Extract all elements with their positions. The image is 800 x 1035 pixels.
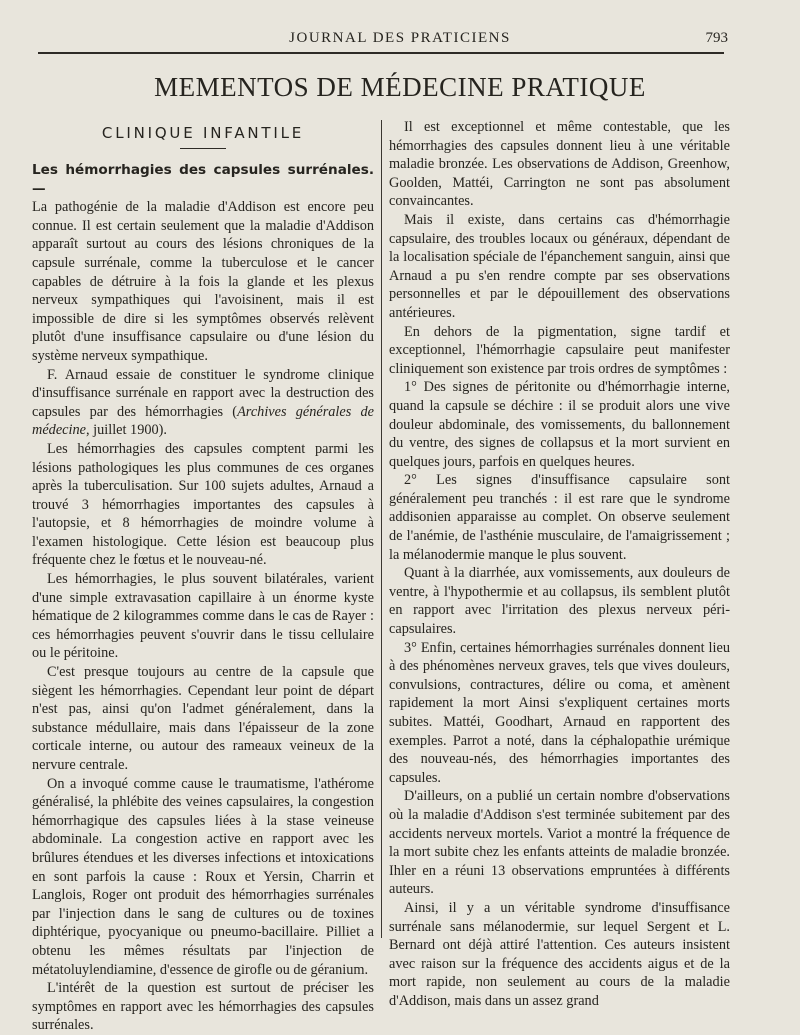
paragraph: 2° Les signes d'insuffisance capsulaire sont généralement peu tranchés : il est rare que le syndrome addisonien apparaisse au complet. On observe seulement de l'anémie, de l'asthénie musculaire, de l'amaigrissement ; la mélanodermie manque le plus souvent. [389,472,730,563]
left-column [32,118,374,1035]
header-rule [38,52,724,54]
journal-citation: Archives générales de médecine [32,403,374,439]
paragraph: Ainsi, il y a un véritable syndrome d'insuffisance surrénale sans mélanodermie, sur lequel Sergent et L. Bernard ont déjà attiré l'attention. Ces auteurs insistent avec raison sur la fréquence des accidents aigus et de la mort rapide, non seulement au cours de la maladie d'Addison, mais dans un assez grand [389,899,730,1009]
running-header [0,28,800,50]
paragraph [32,366,374,440]
page-number: 793 [705,30,728,46]
main-title: MEMENTOS DE MÉDECINE PRATIQUE [154,72,646,102]
paragraph: On a invoqué comme cause le traumatisme, l'athérome généralisé, la phlébite des veines capsulaires, la congestion hémorrhagique des capsules liées à la stase veineuse abdominale. La congestion active en rapport avec les brûlures étendues et les diverses infections et intoxications en sont parfois la cause : Roux et Yersin, Charrin et Langlois, Roger ont produit des hémorrhagies surrénales par l'injection dans le sang de cultures ou de toxines diphtérique, pyocyanique ou pneumo-bacillaire. Pilliet a obtenu les mêmes résultats par l'injection de métatoluylendiamine, d'essence de girofle ou de géranium. [32,775,374,978]
paragraph: L'intérêt de la question est surtout de préciser les symptômes en rapport avec les hémorrhagies des capsules surrénales. [32,980,374,1034]
paragraph: Mais il existe, dans certains cas d'hémorrhagie capsulaire, des troubles locaux ou généraux, dépendant de la localisation spéciale de l'épanchement sanguin, ainsi que Arnaud a pu s'en rendre compte par ses observations personnelles et par le dépouillement des observations antérieures. [389,211,730,321]
paragraph: Les hémorrhagies, le plus souvent bilatérales, varient d'une simple extravasation capillaire à un énorme kyste hématique de 2 kilogrammes comme dans le cas de Rayer : ces hémorrhagies peuvent s'ouvrir dans le tissu cellulaire ou le péritoine. [32,571,374,662]
article-title: Les hémorrhagies des capsules surrénales. — [32,162,374,197]
paragraph-text: La pathogénie de la maladie d'Addison est encore peu connue. Il est certain seulement que la maladie d'Addison apparaît surtout au cours des lésions chroniques de la capsule surrénale, comme la tuberculose et le cancer capables de détruire à la fois la glande et les plexus nerveux sympathiques qui l'avoisinent, mais il est impossible de dire si les symptômes observés relèvent plutôt d'une insuffisance capsulaire ou d'une lésion du système nerveux sympathique. [32,199,374,364]
paragraph: Les hémorrhagies des capsules comptent parmi les lésions pathologiques les plus communes de ces organes après la tuberculisation. Sur 100 sujets adultes, Arnaud a trouvé 3 hémorrhagies importantes des capsules à l'autopsie, et 8 hémorrhagies de moindre volume à l'examen histologique. Cette lésion est beaucoup plus fréquente chez le fœtus et le nouveau-né. [32,440,374,569]
paragraph: En dehors de la pigmentation, signe tardif et exceptionnel, l'hémorrhagie capsulaire peut manifester cliniquement son existence par trois ordres de symptômes : [389,323,730,377]
paragraph: 3° Enfin, certaines hémorrhagies surrénales donnent lieu à des phénomènes nerveux graves, tels que vives douleurs, convulsions, contractures, délire ou coma, et amènent rapidement la mort Ainsi s'expliquent certaines morts subites. Mattéi, Goodhart, Arnaud en rapportent des exemples. Parrot a noté, dans la céphalopathie urémique des nouveau-nés, des hémorrhagies importantes des capsules. [389,639,730,786]
paragraph: C'est presque toujours au centre de la capsule que siègent les hémorrhagies. Cependant leur point de départ n'est pas, ainsi qu'on l'admet généralement, dans la substance médullaire, mais dans l'épaisseur de la zone corticale interne, ou autour des rameaux veineux de la nervure centrale. [32,664,374,773]
right-column [389,118,730,1011]
paragraph: 1° Des signes de péritonite ou d'hémorrhagie interne, quand la capsule se déchire : il se produit alors une vive douleur abdominale, des vomissements, du ballonnement du ventre, des signes de collapsus et la mort survient en quelques jours, parfois en quelques heures. [389,379,730,470]
column-divider [381,120,382,938]
paragraph-text: , juillet 1900). [85,422,167,439]
paragraph: D'ailleurs, on a publié un certain nombre d'observations où la maladie d'Addison s'est terminée subitement par des accidents nerveux mortels. Variot a montré la fréquence de la mort subite chez les enfants atteints de maladie bronzée. Ihler en a réuni 13 observations empruntées à différents auteurs. [389,788,730,898]
paragraph [32,161,374,366]
section-rule [180,148,226,149]
paragraph: Quant à la diarrhée, aux vomissements, aux douleurs de ventre, à l'hypothermie et au collapsus, ils semblent plutôt en rapport avec l'irritation des plexus nerveux péri-capsulaires. [389,565,730,638]
section-title: CLINIQUE INFANTILE [101,124,305,142]
journal-name: JOURNAL DES PRATICIENS [289,30,511,46]
paragraph: Il est exceptionnel et même contestable, que les hémorrhagies des capsules donnent lieu à une véritable maladie bronzée. Les observations de Addison, Greenhow, Goolden, Mattéi, Carrington ne sont pas absolument convaincantes. [389,119,730,210]
paragraph-text: F. Arnaud essaie de constituer le syndrome clinique d'insuffisance surrénale en rapport avec la destruction des capsules par des hémorrhagies ( [32,366,374,420]
